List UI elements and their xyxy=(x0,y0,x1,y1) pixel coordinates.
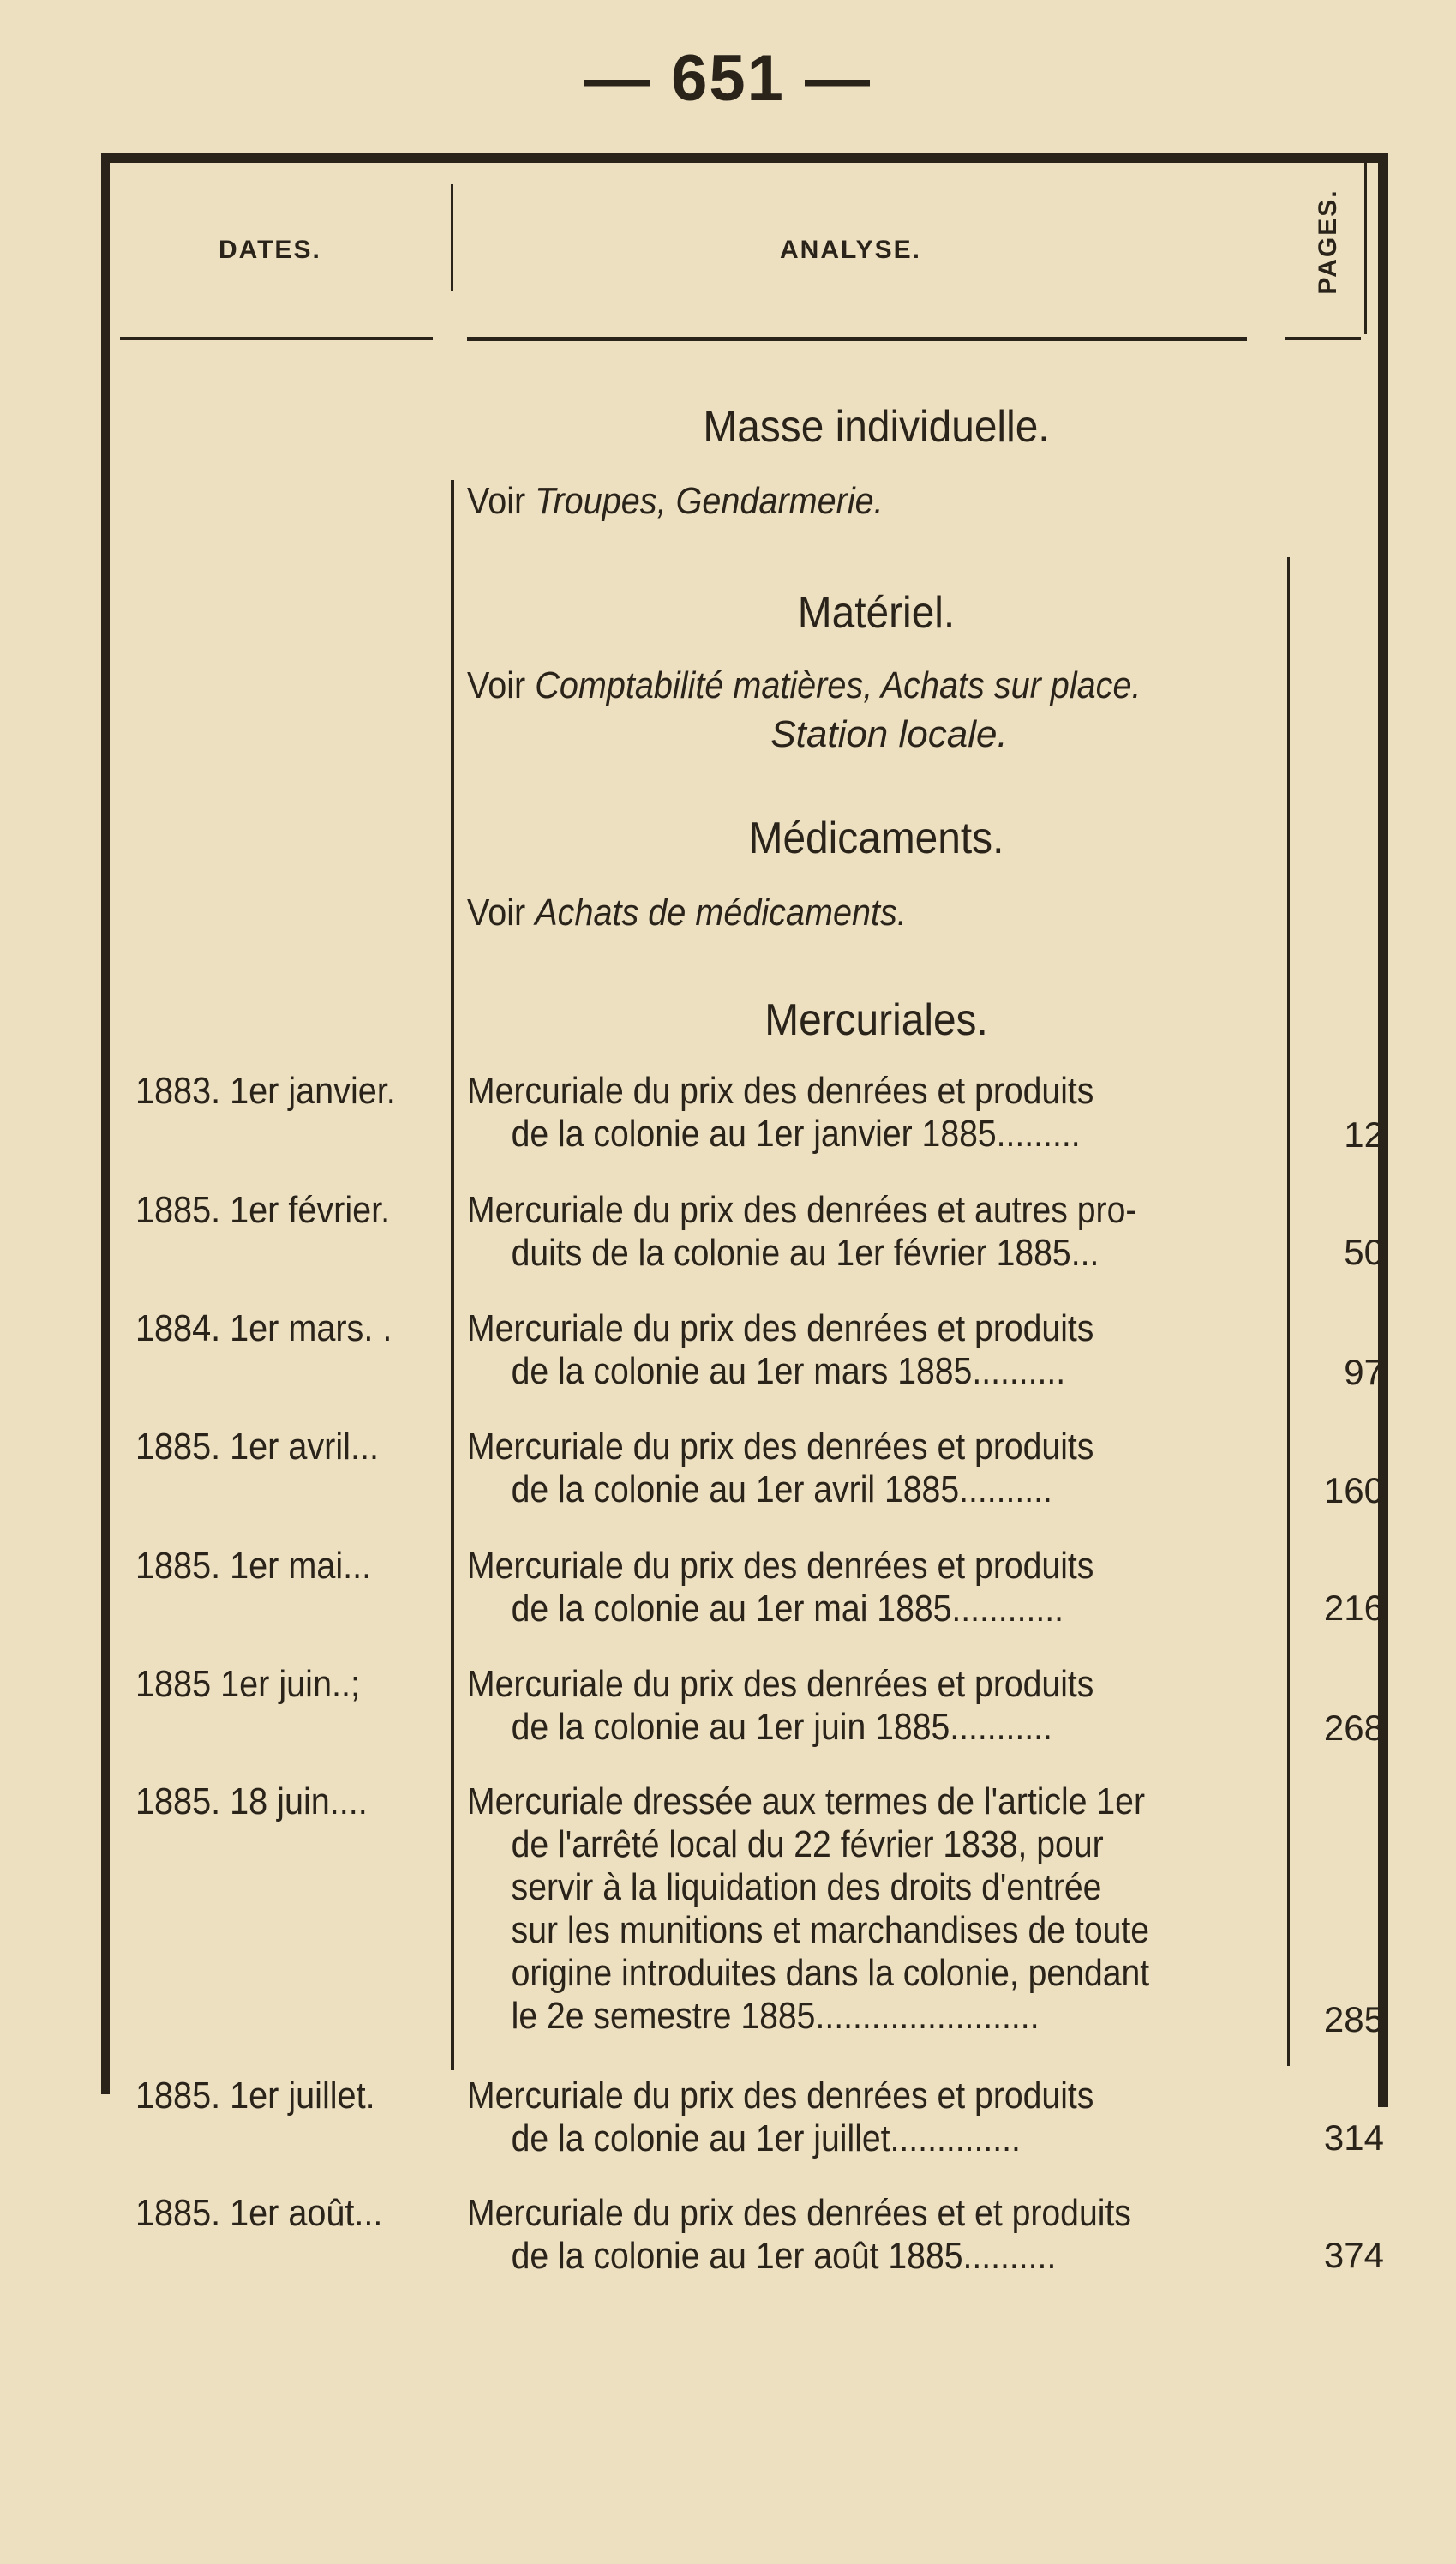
entry-line: Mercuriale du prix des denrées et produits xyxy=(467,1426,1094,1468)
see-reference-medicaments: Voir Achats de médicaments. xyxy=(467,892,907,934)
entry-line: de la colonie au 1er mars 1885.......... xyxy=(511,1350,1066,1392)
dates-header: DATES. xyxy=(219,236,321,264)
analyse-column-rule-top xyxy=(451,184,453,291)
entry-date: 1884. 1er mars. . xyxy=(135,1307,392,1349)
entry-page: 374 xyxy=(1323,2235,1384,2275)
entry-line: Mercuriale du prix des denrées et et produits xyxy=(467,2192,1131,2234)
entry-text xyxy=(467,1070,1291,1156)
pages-header-rule xyxy=(1285,337,1361,340)
entry-line: origine introduites dans la colonie, pendant xyxy=(511,1952,1150,1994)
entry-page: 12 xyxy=(1344,1114,1384,1155)
entry-line: de l'arrêté local du 22 février 1838, pour xyxy=(511,1823,1104,1865)
entry-date: 1885 1er juin..; xyxy=(135,1663,360,1705)
analyse-header-rule xyxy=(467,337,1247,341)
entry-page: 160 xyxy=(1323,1470,1384,1510)
entry-text xyxy=(467,2192,1291,2278)
entry-date: 1885. 1er avril... xyxy=(135,1426,379,1468)
entry-line: le 2e semestre 1885........................ xyxy=(511,1995,1040,2037)
table-left-border xyxy=(101,153,110,2094)
entry-date: 1885. 1er mai... xyxy=(135,1545,372,1587)
entry-line: de la colonie au 1er juillet.............. xyxy=(511,2117,1021,2159)
entry-line: Mercuriale du prix des denrées et produits xyxy=(467,1545,1094,1587)
table-top-rule xyxy=(101,153,1388,163)
entry-date: 1885. 18 juin.... xyxy=(135,1780,368,1822)
entry-line: de la colonie au 1er avril 1885.......... xyxy=(511,1468,1052,1510)
entry-line: Mercuriale du prix des denrées et produits xyxy=(467,1070,1094,1112)
entry-date: 1883. 1er janvier. xyxy=(135,1070,396,1112)
entry-line: de la colonie au 1er janvier 1885......... xyxy=(511,1113,1081,1155)
see-reference-masse: Voir Troupes, Gendarmerie. xyxy=(467,480,884,522)
entry-line: duits de la colonie au 1er février 1885... xyxy=(511,1232,1099,1274)
entry-date: 1885. 1er février. xyxy=(135,1189,391,1231)
entry-line: de la colonie au 1er juin 1885........... xyxy=(511,1706,1052,1748)
see-reference-materiel-cont: Station locale. xyxy=(770,713,1008,755)
dates-header-rule xyxy=(120,337,433,340)
section-title-masse: Masse individuelle. xyxy=(703,402,1050,452)
entry-line: sur les munitions et marchandises de toute xyxy=(511,1909,1150,1951)
entry-line: Mercuriale du prix des denrées et autres pro- xyxy=(467,1189,1137,1231)
entry-page: 314 xyxy=(1323,2117,1384,2158)
entry-line: de la colonie au 1er mai 1885............ xyxy=(511,1588,1064,1630)
entry-line: de la colonie au 1er août 1885.......... xyxy=(511,2235,1057,2277)
entry-date: 1885. 1er juillet. xyxy=(135,2075,375,2117)
entry-date: 1885. 1er août... xyxy=(135,2192,383,2234)
page-number: — 651 — xyxy=(584,42,872,115)
section-title-mercuriales: Mercuriales. xyxy=(764,995,988,1045)
entry-page: 97 xyxy=(1344,1352,1384,1392)
entry-text xyxy=(467,1663,1291,1749)
entry-page: 285 xyxy=(1323,1999,1384,2039)
entry-page: 216 xyxy=(1323,1588,1384,1628)
entry-line: servir à la liquidation des droits d'entrée xyxy=(511,1866,1102,1908)
entry-line: Mercuriale du prix des denrées et produits xyxy=(467,1663,1094,1705)
section-title-materiel: Matériel. xyxy=(797,588,956,638)
entry-text xyxy=(467,1189,1291,1275)
analyse-column-rule xyxy=(451,480,454,2070)
entry-text xyxy=(467,2075,1291,2160)
entry-line: Mercuriale du prix des denrées et produits xyxy=(467,1307,1094,1349)
entry-page: 50 xyxy=(1344,1232,1384,1272)
section-title-medicaments: Médicaments. xyxy=(748,814,1004,863)
entry-text xyxy=(467,1426,1291,1511)
entry-page: 268 xyxy=(1323,1708,1384,1748)
entry-line: Mercuriale dressée aux termes de l'article 1er xyxy=(467,1780,1146,1822)
entry-line: Mercuriale du prix des denrées et produits xyxy=(467,2075,1094,2117)
entry-text xyxy=(467,1307,1291,1393)
see-reference-materiel: Voir Comptabilité matières, Achats sur place. xyxy=(467,664,1141,706)
entry-text xyxy=(467,1780,1291,2038)
entry-text xyxy=(467,1545,1291,1630)
pages-header: PAGES. xyxy=(1314,189,1342,295)
analyse-header: ANALYSE. xyxy=(780,236,921,264)
